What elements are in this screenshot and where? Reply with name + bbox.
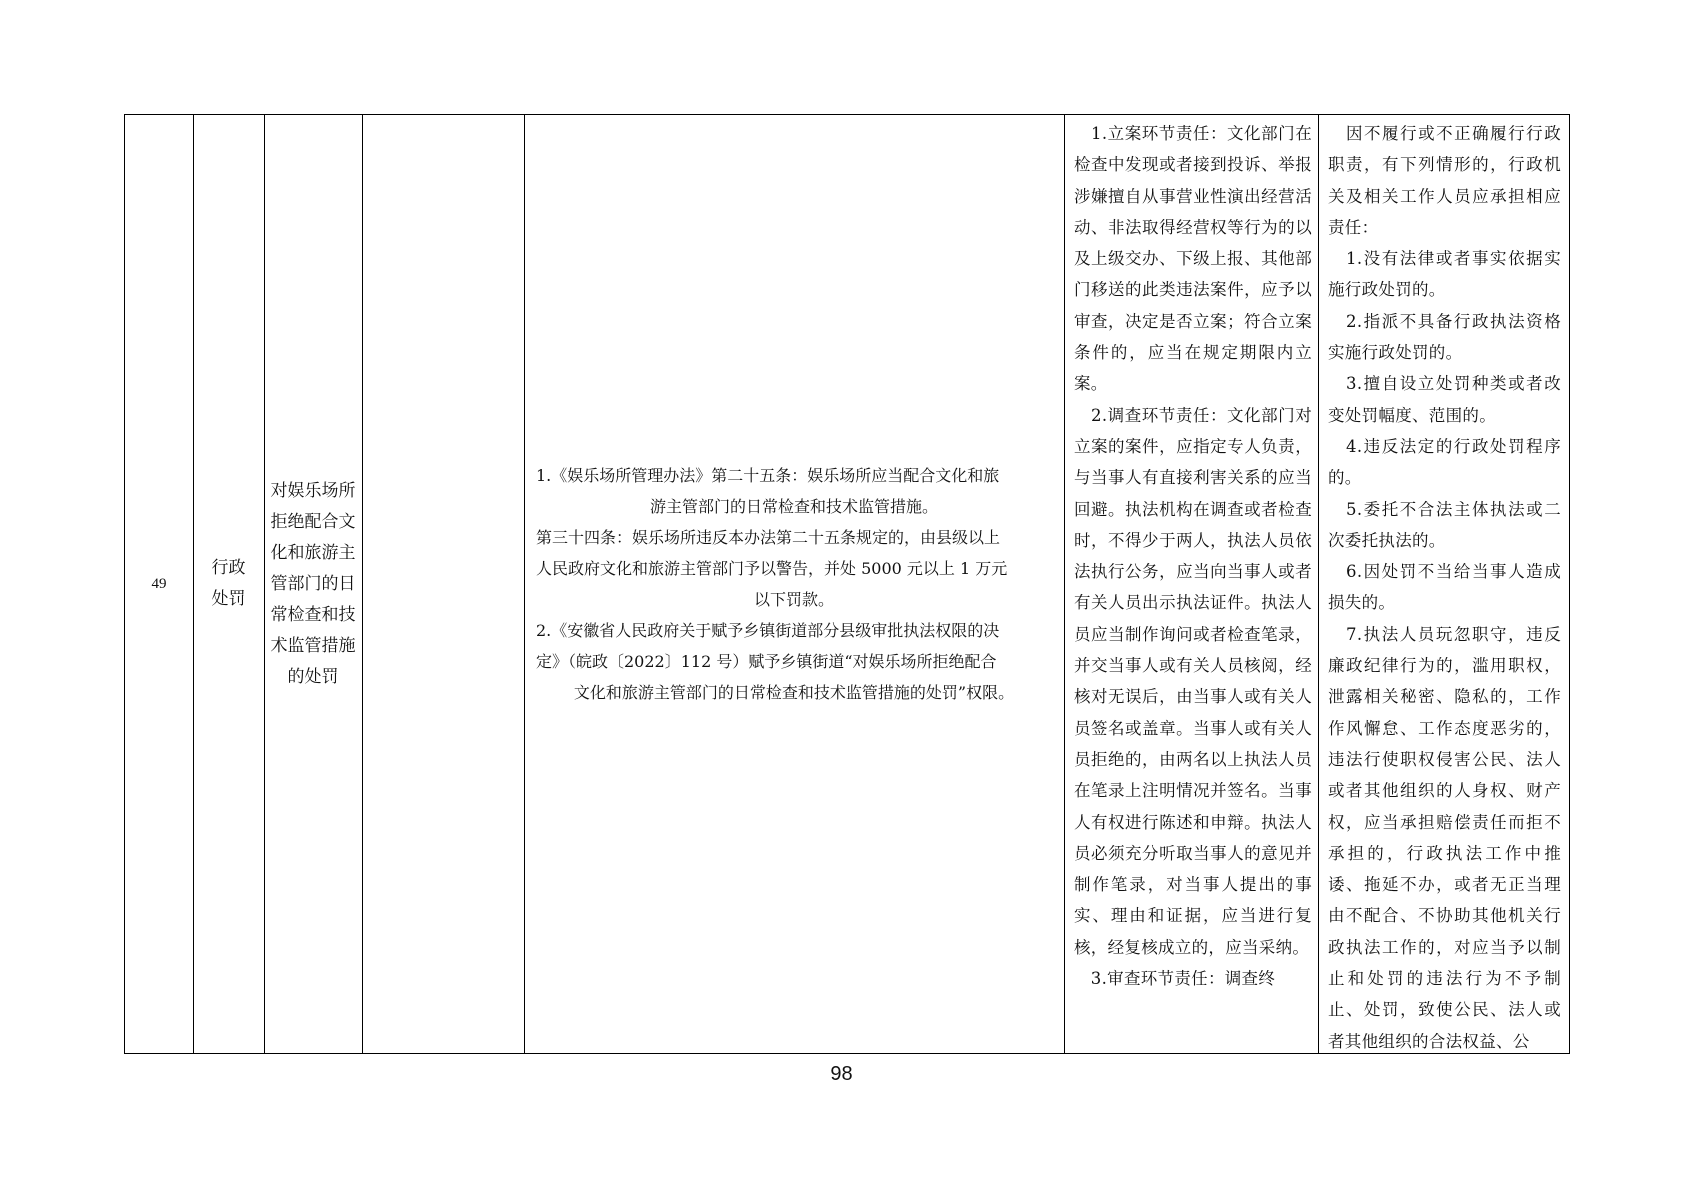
basis-line: 1.《娱乐场所管理办法》第二十五条：娱乐场所应当配合文化和旅 [536, 466, 1000, 485]
seq-cell [125, 115, 193, 1053]
type-cell [193, 115, 264, 1053]
basis-line: 定》（皖政〔2022〕112 号）赋予乡镇街道“对娱乐场所拒绝配合 [536, 652, 997, 671]
liability-text [1328, 118, 1561, 1057]
responsibility-paragraph: 1.立案环节责任：文化部门在检查中发现或者接到投诉、举报涉嫌擅自从事营业性演出经营活动、非法取得经营权等行为的以及上级交办、下级上报、其他部门移送的此类违法案件，应予以审查，决定是否立案；符合立案条件的，应当在规定期限内立案。 [1074, 124, 1312, 394]
liability-item: 5.委托不合法主体执法或二次委托执法的。 [1328, 499, 1561, 550]
liability-item: 4.违反法定的行政处罚程序的。 [1328, 436, 1561, 488]
responsibility-text [1074, 118, 1312, 994]
basis-line: 第三十四条：娱乐场所违反本办法第二十五条规定的，由县级以上 [536, 528, 1001, 547]
legal-basis [536, 460, 1052, 708]
liability-item: 7.执法人员玩忽职守，违反廉政纪律行为的，滥用职权，泄露相关秘密、隐私的，工作作风懈怠、工作态度恶劣的，违法行使职权侵害公民、法人或者其他组织的人身权、财产权，应当承担赔偿责任而拒不承担的，行政执法工作中推诿、拖延不办，或者无正当理由不配合、不协助其他机关行政执法工作的，对应当予以制止和处罚的违法行为不予制止、处罚，致使公民、法人或者其他组织的合法权益、公 [1328, 624, 1561, 1051]
liability-item: 6.因处罚不当给当事人造成损失的。 [1328, 562, 1561, 613]
liability-item: 1.没有法律或者事实依据实施行政处罚的。 [1328, 249, 1561, 300]
liability-cell [1318, 115, 1571, 1053]
basis-line: 2.《安徽省人民政府关于赋予乡镇街道部分县级审批执法权限的决 [536, 621, 1000, 640]
subitem-cell [362, 115, 524, 1053]
legal-basis-cell [524, 115, 1064, 1053]
basis-line: 文化和旅游主管部门的日常检查和技术监管措施的处罚”权限。 [573, 683, 1015, 702]
item-cell [264, 115, 362, 1053]
liability-intro: 因不履行或不正确履行行政职责，有下列情形的，行政机关及相关工作人员应承担相应责任： [1328, 124, 1561, 237]
liability-item: 3.擅自设立处罚种类或者改变处罚幅度、范围的。 [1328, 374, 1561, 425]
responsibility-paragraph: 3.审查环节责任：调查终 [1074, 969, 1276, 989]
basis-line: 游主管部门的日常检查和技术监管措施。 [649, 497, 938, 516]
basis-line: 以下罚款。 [753, 590, 834, 609]
liability-item: 2.指派不具备行政执法资格实施行政处罚的。 [1328, 311, 1561, 363]
basis-line: 人民政府文化和旅游主管部门予以警告，并处 5000 元以上 1 万元 [536, 559, 1008, 578]
table [124, 114, 1570, 1054]
page-number: 98 [830, 1063, 853, 1085]
penalty-item: 对娱乐场所拒绝配合文化和旅游主管部门的日常检查和技术监管措施的处罚 [270, 480, 356, 687]
responsibility-cell [1064, 115, 1318, 1053]
seq-number: 49 [151, 575, 167, 592]
penalty-type: 行政处罚 [211, 558, 246, 609]
responsibility-paragraph: 2.调查环节责任：文化部门对立案的案件，应指定专人负责，与当事人有直接利害关系的应当回避。执法机构在调查或者检查时，不得少于两人，执法人员依法执行公务，应当向当事人或者有关人员出示执法证件。执法人员应当制作询问或者检查笔录，并交当事人或有关人员核阅，经核对无误后，由当事人或有关人员签名或盖章。当事人或有关人员拒绝的，由两名以上执法人员在笔录上注明情况并签名。当事人有权进行陈述和申辩。执法人员必须充分听取当事人的意见并制作笔录，对当事人提出的事实、理由和证据，应当进行复核，经复核成立的，应当采纳。 [1074, 405, 1312, 957]
